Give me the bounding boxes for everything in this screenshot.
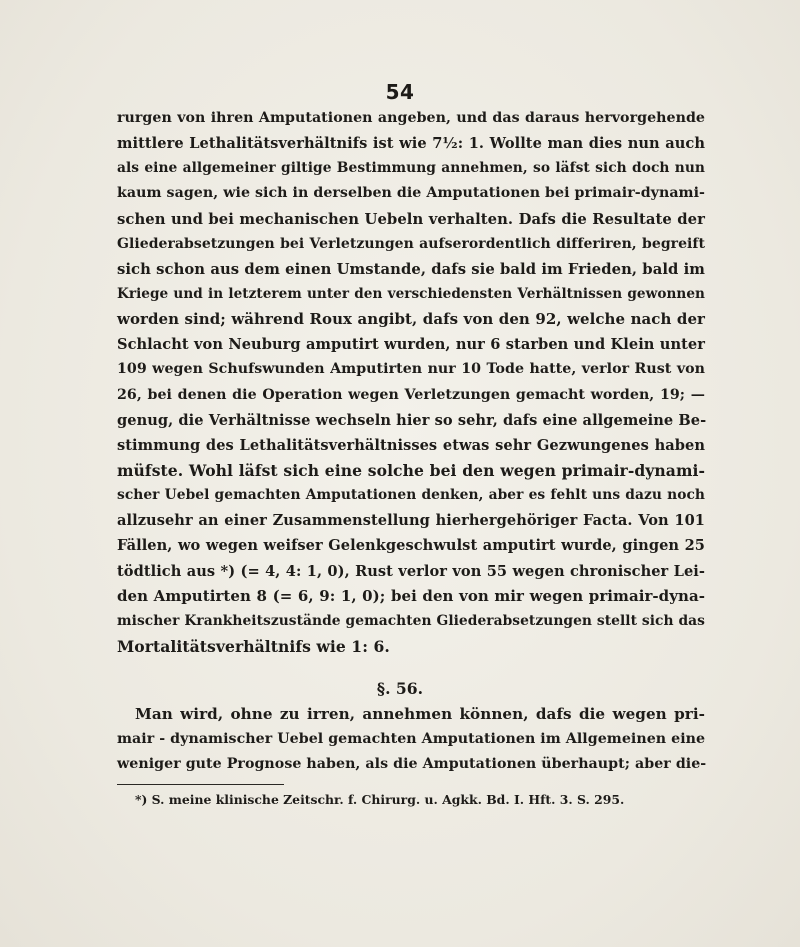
text-line: kaum sagen, wie sich in derselben die Amputationen bei primair-dynami-	[117, 185, 705, 202]
footnote: *) S. meine klinische Zeitschr. f. Chirurg. u. Agkk. Bd. I. Hft. 3. S. 295.	[135, 792, 625, 807]
text-line: mischer Krankheitszustände gemachten Gliederabsetzungen stellt sich das	[117, 612, 705, 629]
text-line: Mortalitätsverhältnifs wie 1: 6.	[117, 636, 390, 656]
text-line: Man wird, ohne zu irren, annehmen können, dafs die wegen pri-	[135, 705, 705, 723]
text-line: mair - dynamischer Uebel gemachten Amputationen im Allgemeinen eine	[117, 731, 706, 748]
text-line: Kriege und in letzterem unter den verschiedensten Verhältnissen gewonnen	[117, 285, 705, 302]
text-line: weniger gute Prognose haben, als die Amputationen überhaupt; aber die-	[117, 756, 707, 773]
second-paragraph	[117, 702, 705, 777]
text-line: worden sind; während Roux angibt, dafs von den 92, welche nach der	[117, 310, 705, 329]
text-line: Fällen, wo wegen weifser Gelenkgeschwulst amputirt wurde, gingen 25	[117, 537, 705, 555]
text-line: mittlere Lethalitätsverhältnifs ist wie 7½: 1. Wollte man dies nun auch	[117, 135, 705, 153]
page-number: 54	[385, 80, 415, 104]
text-line: Schlacht von Neuburg amputirt wurden, nur 6 starben und Klein unter	[117, 336, 705, 354]
text-line: als eine allgemeiner giltige Bestimmung annehmen, so läfst sich doch nun	[117, 160, 705, 177]
text-line: genug, die Verhältnisse wechseln hier so sehr, dafs eine allgemeine Be-	[117, 411, 707, 429]
text-line: scher Uebel gemachten Amputationen denken, aber es fehlt uns dazu noch	[117, 487, 705, 504]
text-line: Gliederabsetzungen bei Verletzungen aufserordentlich differiren, begreift	[117, 235, 705, 252]
text-line: müfste. Wohl läfst sich eine solche bei den wegen primair-dynami-	[117, 460, 705, 480]
text-line: allzusehr an einer Zusammenstellung hierhergehöriger Facta. Von 101	[117, 512, 705, 530]
section-heading: §. 56.	[376, 679, 424, 698]
footnote-divider	[117, 784, 284, 785]
text-line: den Amputirten 8 (= 6, 9: 1, 0); bei den von mir wegen primair-dyna-	[117, 586, 705, 605]
text-line: 26, bei denen die Operation wegen Verletzungen gemacht worden, 19; —	[117, 386, 705, 403]
text-line: rurgen von ihren Amputationen angeben, und das daraus hervorgehende	[117, 110, 705, 126]
text-line: stimmung des Lethalitätsverhältnisses etwas sehr Gezwungenes haben	[117, 436, 705, 454]
text-line: schen und bei mechanischen Uebeln verhalten. Dafs die Resultate der	[117, 210, 705, 228]
main-paragraph	[117, 106, 705, 659]
text-line: 109 wegen Schufswunden Amputirten nur 10 Tode hatte, verlor Rust von	[117, 361, 705, 378]
text-line: tödtlich aus *) (= 4, 4: 1, 0), Rust verlor von 55 wegen chronischer Lei-	[117, 562, 705, 580]
text-line: sich schon aus dem einen Umstande, dafs sie bald im Frieden, bald im	[117, 260, 705, 278]
